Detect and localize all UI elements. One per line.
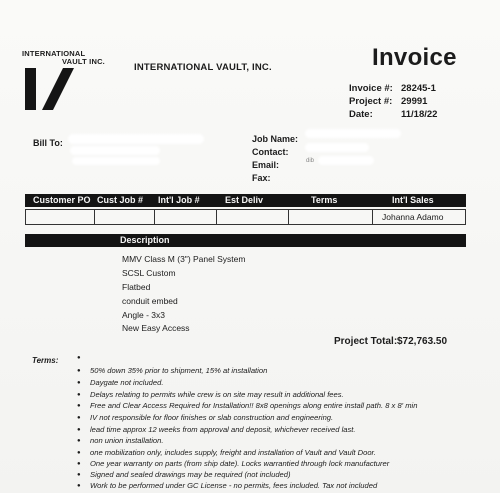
bill-to-label: Bill To: (33, 138, 63, 148)
invoice-number-value: 28245-1 (401, 83, 436, 94)
description-item: Angle - 3x3 (122, 310, 165, 320)
col-intl-job: Int'l Job # (158, 195, 200, 205)
date-label: Date: (349, 109, 373, 120)
term-item: Delays relating to permits while crew is on site may result in additional fees. (90, 390, 344, 399)
term-bullet: ● (77, 472, 81, 478)
col-est-deliv: Est Deliv (225, 195, 264, 205)
term-item: 50% down 35% prior to shipment, 15% at installation (90, 366, 268, 375)
col-terms: Terms (311, 195, 338, 205)
term-item: Daygate not included. (90, 378, 164, 387)
term-item: Free and Clear Access Required for Installation!! 8x8 openings along entire install path. 8 x 8' min (90, 401, 418, 410)
intl-sales-value: Johanna Adamo (382, 212, 444, 222)
project-total-label: Project Total: (334, 336, 398, 347)
contact-label: Contact: (252, 147, 289, 157)
project-number-value: 29991 (401, 96, 428, 107)
term-item: lead time approx 12 weeks from approval and deposit, whichever received last. (90, 425, 356, 434)
description-item: New Easy Access (122, 323, 190, 333)
term-bullet: ● (77, 438, 81, 444)
term-bullet: ● (77, 427, 81, 433)
job-name-label: Job Name: (252, 134, 299, 144)
term-item: non union installation. (90, 436, 164, 445)
term-item: one mobilization only, includes supply, freight and installation of Vault and Vault Door. (90, 448, 376, 457)
term-bullet: ● (77, 483, 81, 489)
logo-line-2: VAULT INC. (62, 57, 105, 66)
invoice-number-label: Invoice #: (349, 83, 393, 94)
logo-line-1: INTERNATIONAL (22, 49, 86, 58)
description-item: conduit embed (122, 296, 178, 306)
col-intl-sales: Int'l Sales (392, 195, 434, 205)
term-bullet: ● (77, 392, 81, 398)
col-customer-po: Customer PO (33, 195, 91, 205)
description-item: Flatbed (122, 282, 151, 292)
term-bullet: ● (77, 415, 81, 421)
email-label: Email: (252, 160, 280, 170)
term-item: One year warranty on parts (from ship date). Locks warrantied through lock manufacturer (90, 459, 390, 468)
term-bullet: ● (77, 403, 81, 409)
term-bullet: ● (77, 355, 81, 361)
email-fragment: dib (306, 158, 315, 164)
description-item: MMV Class M (3") Panel System (122, 254, 246, 264)
company-name: INTERNATIONAL VAULT, INC. (134, 62, 272, 73)
term-item: Signed and sealed drawings may be required (not included) (90, 470, 291, 479)
terms-label: Terms: (32, 356, 59, 365)
description-title: Description (120, 235, 170, 245)
fax-label: Fax: (252, 173, 271, 183)
term-bullet: ● (77, 380, 81, 386)
description-item: SCSL Custom (122, 268, 176, 278)
invoice-title: Invoice (372, 44, 457, 71)
project-number-label: Project #: (349, 96, 393, 107)
term-item: Work to be performed under GC License - no permits, fees included. Tax not included (90, 481, 378, 490)
col-cust-job: Cust Job # (97, 195, 144, 205)
project-total-value: $72,763.50 (397, 336, 448, 347)
term-item: IV not responsible for floor finishes or slab construction and engineering. (90, 413, 334, 422)
term-bullet: ● (77, 368, 81, 374)
date-value: 11/18/22 (401, 109, 438, 120)
term-bullet: ● (77, 450, 81, 456)
term-bullet: ● (77, 461, 81, 467)
